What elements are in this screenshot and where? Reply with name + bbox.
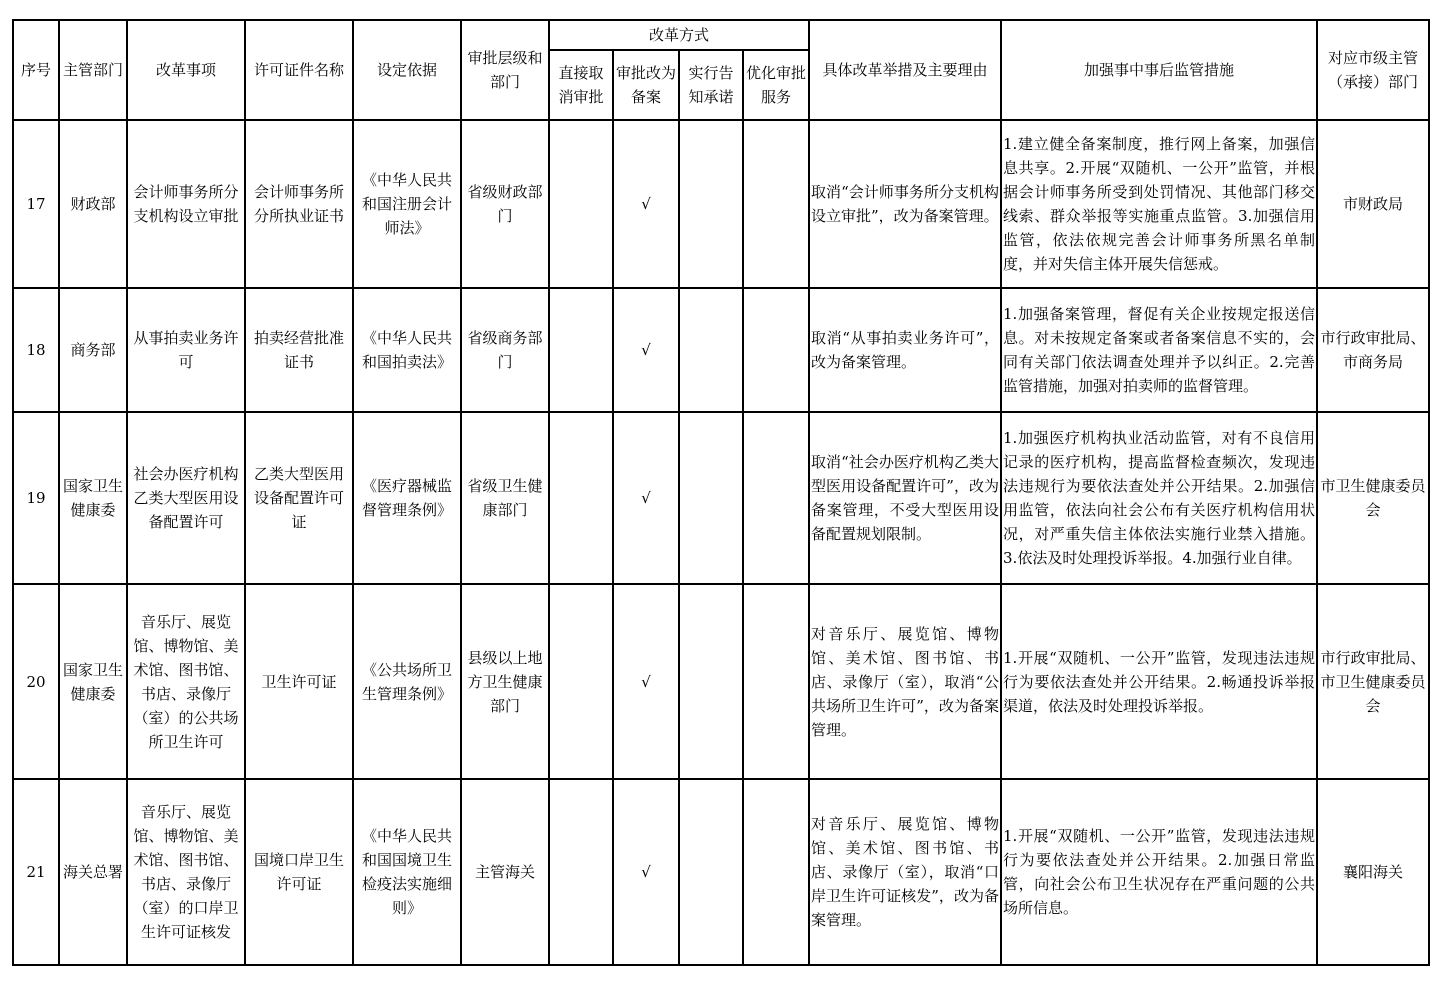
cell-city-dept: 襄阳海关 bbox=[1317, 779, 1429, 965]
cell-method-filing-check: √ bbox=[613, 412, 679, 584]
table-row bbox=[13, 584, 1429, 779]
cell-supervision: 1.开展“双随机、一公开”监管，发现违法违规行为要依法查处并公开结果。2.加强日常监管，向社会公布卫生状况存在严重问题的公共场所信息。 bbox=[1001, 779, 1317, 965]
cell-dept: 商务部 bbox=[59, 288, 127, 412]
cell-method-optimize bbox=[743, 584, 809, 779]
cell-level: 省级财政部门 bbox=[461, 120, 549, 288]
cell-dept: 海关总署 bbox=[59, 779, 127, 965]
cell-method-commitment bbox=[679, 584, 743, 779]
cell-measures: 取消“会计师事务所分支机构设立审批”，改为备案管理。 bbox=[809, 120, 1001, 288]
header-method-commitment: 实行告知承诺 bbox=[679, 50, 743, 120]
header-city-dept: 对应市级主管（承接）部门 bbox=[1317, 20, 1429, 120]
cell-seq: 20 bbox=[13, 584, 59, 779]
cell-level: 县级以上地方卫生健康部门 bbox=[461, 584, 549, 779]
cell-seq: 18 bbox=[13, 288, 59, 412]
table-body bbox=[13, 120, 1429, 965]
cell-item: 音乐厅、展览馆、博物馆、美术馆、图书馆、书店、录像厅（室）的口岸卫生许可证核发 bbox=[127, 779, 245, 965]
header-basis: 设定依据 bbox=[353, 20, 461, 120]
cell-dept: 财政部 bbox=[59, 120, 127, 288]
cell-supervision: 1.加强医疗机构执业活动监管，对有不良信用记录的医疗机构，提高监督检查频次，发现违法违规行为要依法查处并公开结果。2.加强信用监管，依法向社会公布有关医疗机构信用状况，对严重失信主体依法实施行业禁入措施。3.依法及时处理投诉举报。4.加强行业自律。 bbox=[1001, 412, 1317, 584]
cell-dept: 国家卫生健康委 bbox=[59, 412, 127, 584]
cell-method-commitment bbox=[679, 412, 743, 584]
cell-item: 社会办医疗机构乙类大型医用设备配置许可 bbox=[127, 412, 245, 584]
cell-measures: 对音乐厅、展览馆、博物馆、美术馆、图书馆、书店、录像厅（室），取消“公共场所卫生许可”，改为备案管理。 bbox=[809, 584, 1001, 779]
cell-license: 拍卖经营批准证书 bbox=[245, 288, 353, 412]
cell-method-filing-check: √ bbox=[613, 779, 679, 965]
cell-method-optimize bbox=[743, 288, 809, 412]
cell-license: 乙类大型医用设备配置许可证 bbox=[245, 412, 353, 584]
cell-seq: 17 bbox=[13, 120, 59, 288]
cell-method-cancel bbox=[549, 120, 613, 288]
table-row bbox=[13, 288, 1429, 412]
cell-city-dept: 市卫生健康委员会 bbox=[1317, 412, 1429, 584]
cell-dept: 国家卫生健康委 bbox=[59, 584, 127, 779]
header-supervision: 加强事中事后监管措施 bbox=[1001, 20, 1317, 120]
header-dept: 主管部门 bbox=[59, 20, 127, 120]
cell-supervision: 1.开展“双随机、一公开”监管，发现违法违规行为要依法查处并公开结果。2.畅通投诉举报渠道，依法及时处理投诉举报。 bbox=[1001, 584, 1317, 779]
cell-method-cancel bbox=[549, 288, 613, 412]
table-row bbox=[13, 412, 1429, 584]
cell-method-optimize bbox=[743, 120, 809, 288]
header-method-cancel: 直接取消审批 bbox=[549, 50, 613, 120]
cell-method-cancel bbox=[549, 412, 613, 584]
cell-city-dept: 市财政局 bbox=[1317, 120, 1429, 288]
cell-level: 省级商务部门 bbox=[461, 288, 549, 412]
header-method-group: 改革方式 bbox=[549, 20, 809, 50]
table-row bbox=[13, 120, 1429, 288]
cell-level: 省级卫生健康部门 bbox=[461, 412, 549, 584]
cell-license: 卫生许可证 bbox=[245, 584, 353, 779]
cell-method-commitment bbox=[679, 120, 743, 288]
cell-item: 从事拍卖业务许可 bbox=[127, 288, 245, 412]
cell-method-filing-check: √ bbox=[613, 120, 679, 288]
cell-item: 音乐厅、展览馆、博物馆、美术馆、图书馆、书店、录像厅（室）的公共场所卫生许可 bbox=[127, 584, 245, 779]
header-item: 改革事项 bbox=[127, 20, 245, 120]
reform-table-page bbox=[12, 19, 1428, 966]
cell-measures: 取消“从事拍卖业务许可”，改为备案管理。 bbox=[809, 288, 1001, 412]
cell-item: 会计师事务所分支机构设立审批 bbox=[127, 120, 245, 288]
header-measures: 具体改革举措及主要理由 bbox=[809, 20, 1001, 120]
reform-table bbox=[12, 19, 1430, 966]
cell-level: 主管海关 bbox=[461, 779, 549, 965]
cell-city-dept: 市行政审批局、市卫生健康委员会 bbox=[1317, 584, 1429, 779]
cell-seq: 21 bbox=[13, 779, 59, 965]
header-license: 许可证件名称 bbox=[245, 20, 353, 120]
header-method-optimize: 优化审批服务 bbox=[743, 50, 809, 120]
cell-method-cancel bbox=[549, 779, 613, 965]
header-seq: 序号 bbox=[13, 20, 59, 120]
cell-basis: 《医疗器械监督管理条例》 bbox=[353, 412, 461, 584]
cell-basis: 《中华人民共和国拍卖法》 bbox=[353, 288, 461, 412]
cell-license: 会计师事务所分所执业证书 bbox=[245, 120, 353, 288]
cell-method-filing-check: √ bbox=[613, 288, 679, 412]
cell-method-commitment bbox=[679, 779, 743, 965]
cell-supervision: 1.加强备案管理，督促有关企业按规定报送信息。对未按规定备案或者备案信息不实的，会同有关部门依法调查处理并予以纠正。2.完善监管措施，加强对拍卖师的监督管理。 bbox=[1001, 288, 1317, 412]
cell-city-dept: 市行政审批局、市商务局 bbox=[1317, 288, 1429, 412]
cell-method-filing-check: √ bbox=[613, 584, 679, 779]
cell-license: 国境口岸卫生许可证 bbox=[245, 779, 353, 965]
cell-supervision: 1.建立健全备案制度，推行网上备案，加强信息共享。2.开展“双随机、一公开”监管，并根据会计师事务所受到处罚情况、其他部门移交线索、群众举报等实施重点监管。3.加强信用监管，依法依规完善会计师事务所黑名单制度，并对失信主体开展失信惩戒。 bbox=[1001, 120, 1317, 288]
table-header bbox=[13, 20, 1429, 120]
cell-basis: 《公共场所卫生管理条例》 bbox=[353, 584, 461, 779]
header-method-filing: 审批改为备案 bbox=[613, 50, 679, 120]
cell-method-optimize bbox=[743, 779, 809, 965]
cell-basis: 《中华人民共和国注册会计师法》 bbox=[353, 120, 461, 288]
cell-method-cancel bbox=[549, 584, 613, 779]
cell-seq: 19 bbox=[13, 412, 59, 584]
header-level: 审批层级和部门 bbox=[461, 20, 549, 120]
cell-method-optimize bbox=[743, 412, 809, 584]
cell-measures: 对音乐厅、展览馆、博物馆、美术馆、图书馆、书店、录像厅（室），取消“口岸卫生许可证核发”，改为备案管理。 bbox=[809, 779, 1001, 965]
cell-basis: 《中华人民共和国国境卫生检疫法实施细则》 bbox=[353, 779, 461, 965]
cell-measures: 取消“社会办医疗机构乙类大型医用设备配置许可”，改为备案管理，不受大型医用设备配置规划限制。 bbox=[809, 412, 1001, 584]
cell-method-commitment bbox=[679, 288, 743, 412]
table-row bbox=[13, 779, 1429, 965]
